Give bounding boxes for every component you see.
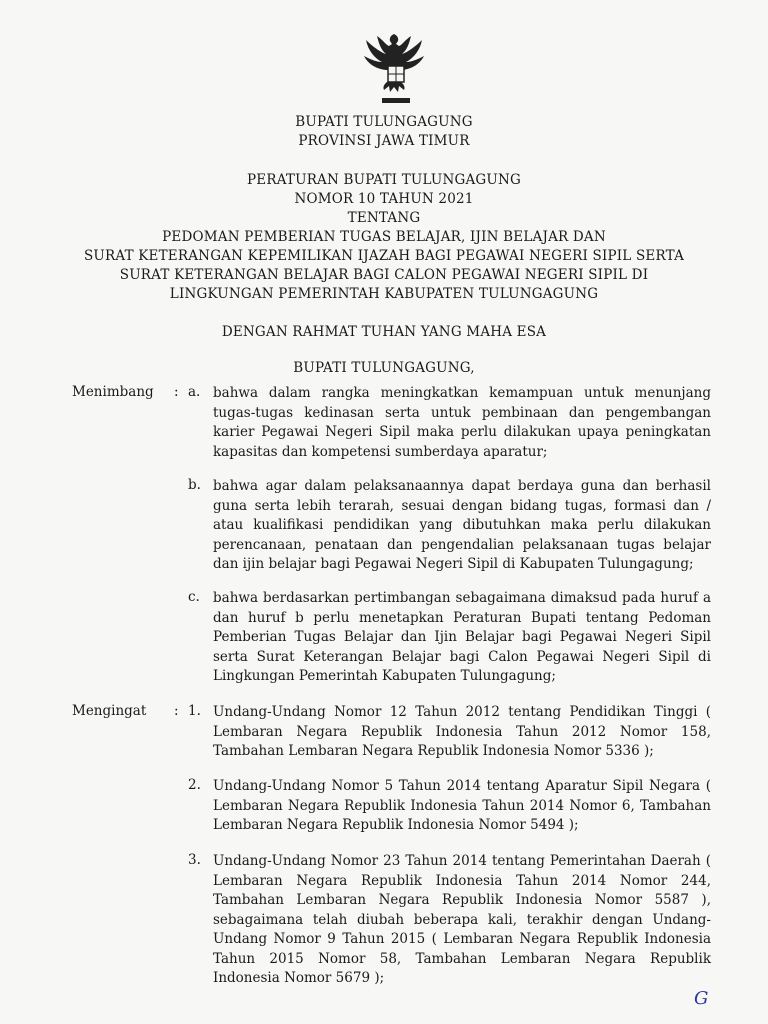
mengingat-colon: : (174, 703, 179, 719)
regulation-number: NOMOR 10 TAHUN 2021 (294, 191, 474, 207)
menimbang-label: Menimbang (72, 384, 154, 400)
regulation-subject-1: PEDOMAN PEMBERIAN TUGAS BELAJAR, IJIN BELAJAR DAN (162, 229, 606, 245)
menimbang-item-b: bahwa agar dalam pelaksanaannya dapat berdaya guna dan berhasil guna serta lebih terarah, sesuai dengan bidang tugas, formasi dan / atau kualifikasi pendidikan yang dibutuhkan maka perlu dilakukan perencanaan, penataan dan pengendalian pelaksanaan tugas belajar dan ijin belajar bagi Pegawai Negeri Sipil di Kabupaten Tulungagung; (213, 478, 711, 572)
regulation-subject-4: LINGKUNGAN PEMERINTAH KABUPATEN TULUNGAGUNG (169, 286, 599, 302)
header-line-1: BUPATI TULUNGAGUNG (295, 114, 473, 130)
mengingat-item-2: Undang-Undang Nomor 5 Tahun 2014 tentang Aparatur Sipil Negara ( Lembaran Negara Republik Indonesia Tahun 2014 Nomor 6, Tambahan Lembaran Negara Republik Indonesia Nomor 5494 ); (213, 778, 711, 833)
header-line-2: PROVINSI JAWA TIMUR (298, 133, 470, 149)
mengingat-label: Mengingat (72, 703, 147, 719)
regulation-subject-2: SURAT KETERANGAN KEPEMILIKAN IJAZAH BAGI PEGAWAI NEGERI SIPIL SERTA (83, 248, 685, 264)
menimbang-colon: : (174, 384, 179, 400)
menimbang-marker-b: b. (188, 477, 201, 493)
mengingat-item-1: Undang-Undang Nomor 12 Tahun 2012 tentang Pendidikan Tinggi ( Lembaran Negara Republik Indonesia Tahun 2012 Nomor 158, Tambahan Lembaran Negara Republik Indonesia Nomor 5336 ); (213, 704, 711, 759)
menimbang-item-a: bahwa dalam rangka meningkatkan kemampuan untuk menunjang tugas-tugas kedinasan serta untuk pembinaan dan pengembangan karier Pegawai Negeri Sipil maka perlu dilakukan upaya peningkatan kapasitas dan kompetensi sumberdaya aparatur; (213, 385, 711, 460)
menimbang-marker-a: a. (188, 384, 201, 400)
garuda-emblem-icon (352, 28, 440, 108)
mengingat-marker-1: 1. (188, 703, 201, 719)
mengingat-item-3: Undang-Undang Nomor 23 Tahun 2014 tentang Pemerintahan Daerah ( Lembaran Negara Republik Indonesia Tahun 2014 Nomor 244, Tambahan Lembaran Negara Republik Indonesia Nomor 5587 ), sebagaimana telah diubah beberapa kali, terakhir dengan Undang-Undang Nomor 9 Tahun 2015 ( Lembaran Negara Republik Indonesia Tahun 2015 Nomor 58, Tambahan Lembaran Negara Republik Indonesia Nomor 5679 ); (213, 853, 711, 986)
menimbang-item-c: bahwa berdasarkan pertimbangan sebagaimana dimaksud pada huruf a dan huruf b perlu menetapkan Peraturan Bupati tentang Pedoman Pemberian Tugas Belajar dan Ijin Belajar bagi Pegawai Negeri Sipil serta Surat Keterangan Belajar bagi Calon Pegawai Negeri Sipil di Lingkungan Pemerintah Kabupaten Tulungagung; (213, 590, 711, 684)
rahmat-heading: DENGAN RAHMAT TUHAN YANG MAHA ESA (221, 324, 547, 340)
regulation-title: PERATURAN BUPATI TULUNGAGUNG (247, 172, 521, 188)
mengingat-marker-3: 3. (188, 852, 201, 868)
menimbang-marker-c: c. (188, 589, 200, 605)
paraf-initial: G (694, 988, 709, 1009)
bupati-heading: BUPATI TULUNGAGUNG, (293, 360, 475, 376)
regulation-subject-3: SURAT KETERANGAN BELAJAR BAGI CALON PEGAWAI NEGERI SIPIL DI (119, 267, 649, 283)
regulation-tentang: TENTANG (347, 210, 421, 226)
mengingat-marker-2: 2. (188, 777, 201, 793)
